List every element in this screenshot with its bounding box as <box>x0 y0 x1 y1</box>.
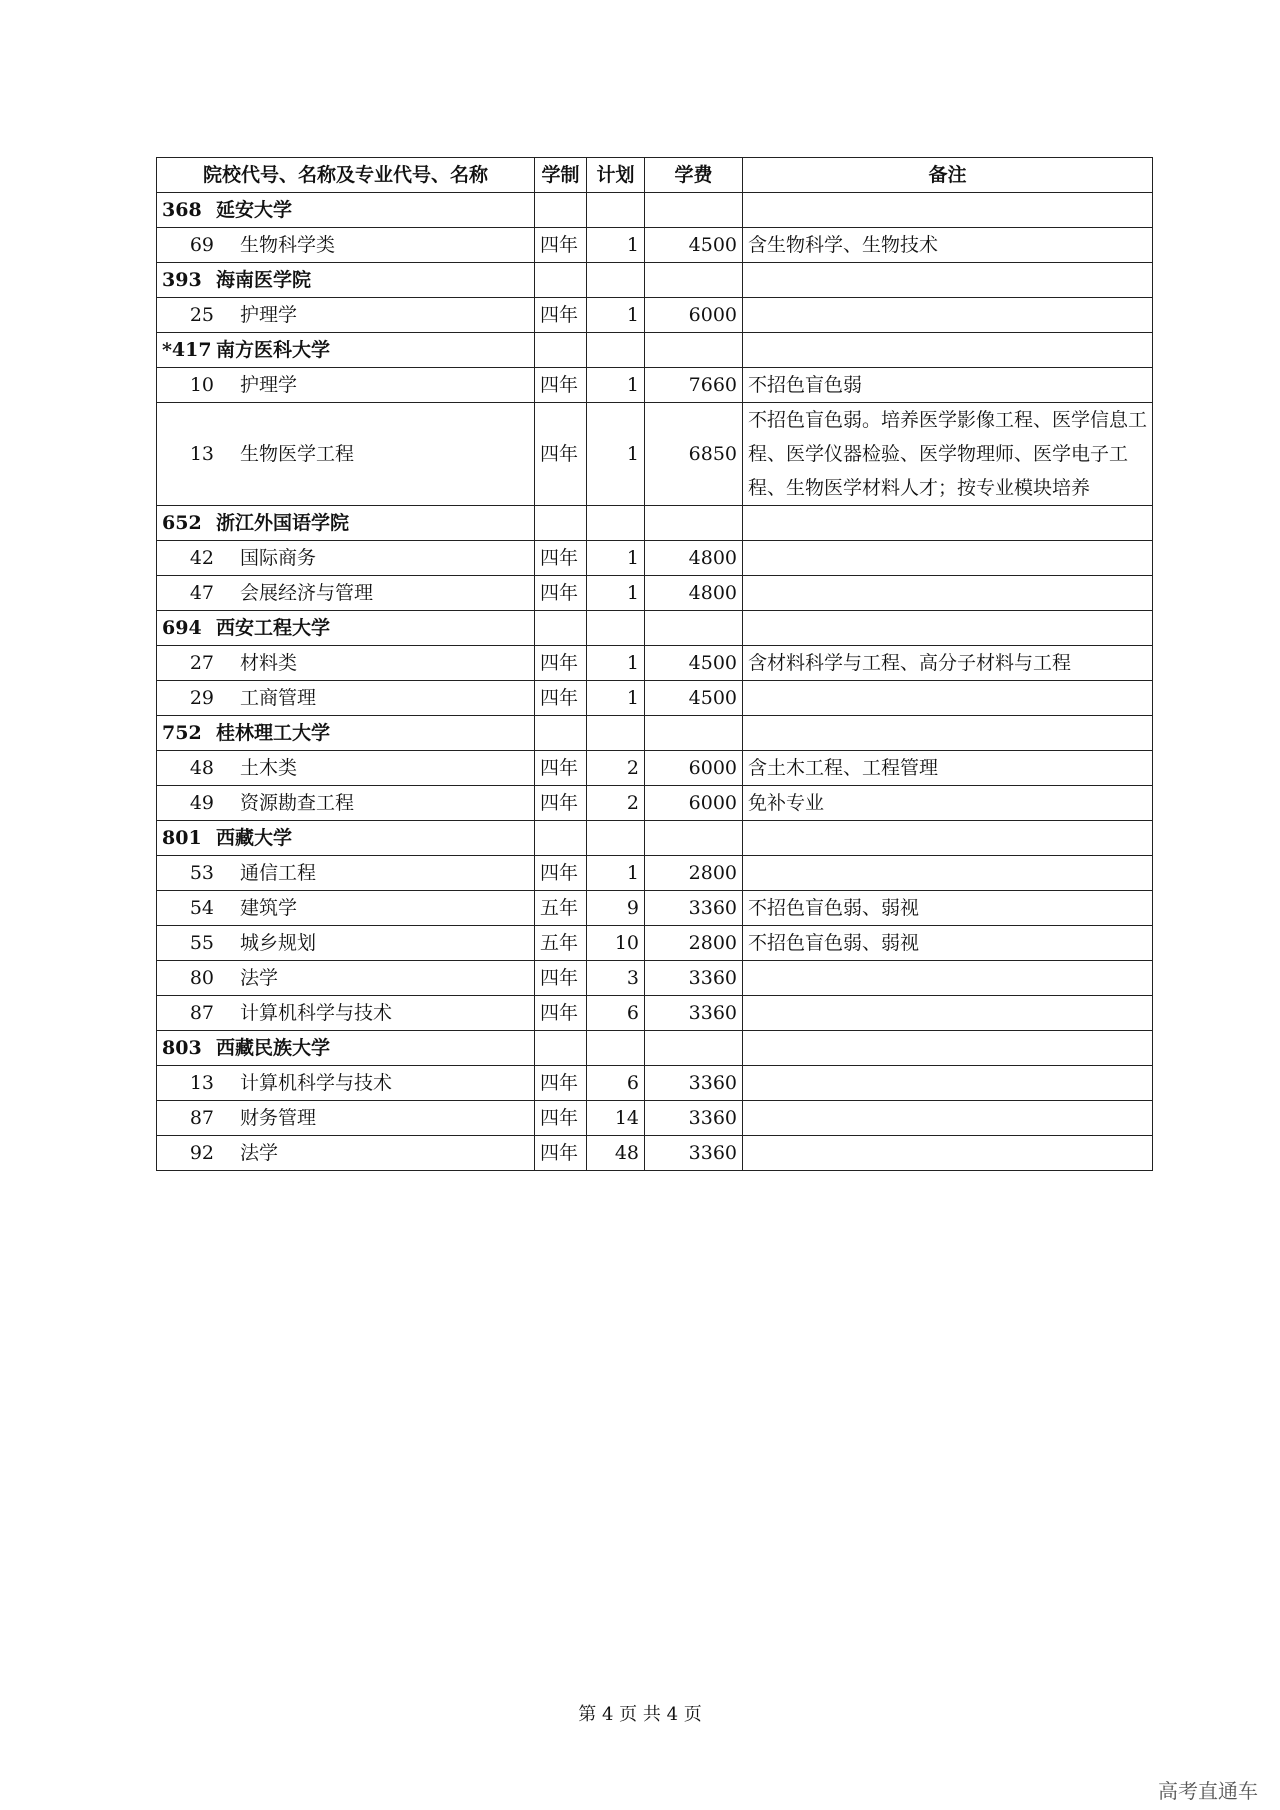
school-cell <box>157 1031 535 1066</box>
empty-cell <box>535 611 587 646</box>
duration-cell: 四年 <box>535 368 587 403</box>
major-code: 87 <box>189 1107 214 1129</box>
header-fee: 学费 <box>645 158 743 193</box>
school-code: 393 <box>162 269 202 291</box>
fee-cell: 3360 <box>645 1136 743 1171</box>
fee-cell: 4500 <box>645 646 743 681</box>
plan-cell: 10 <box>587 926 645 961</box>
plan-cell: 48 <box>587 1136 645 1171</box>
school-name: 浙江外国语学院 <box>216 512 350 534</box>
major-code: 27 <box>189 652 214 674</box>
admission-plan-table <box>156 157 1153 1171</box>
major-name: 城乡规划 <box>240 932 317 954</box>
school-cell <box>157 821 535 856</box>
school-name: 西藏大学 <box>216 827 293 849</box>
major-cell <box>157 1136 535 1171</box>
major-name: 会展经济与管理 <box>240 582 374 604</box>
major-name: 财务管理 <box>240 1107 317 1129</box>
empty-cell <box>535 333 587 368</box>
major-code: 55 <box>189 932 214 954</box>
major-name: 材料类 <box>240 652 298 674</box>
fee-cell: 3360 <box>645 996 743 1031</box>
school-name: 西藏民族大学 <box>216 1037 331 1059</box>
duration-cell: 四年 <box>535 996 587 1031</box>
note-cell <box>743 541 1153 576</box>
duration-cell: 四年 <box>535 228 587 263</box>
header-note: 备注 <box>743 158 1153 193</box>
duration-cell: 四年 <box>535 541 587 576</box>
duration-cell: 四年 <box>535 403 587 506</box>
major-code: 87 <box>189 1002 214 1024</box>
plan-cell: 14 <box>587 1101 645 1136</box>
major-name: 计算机科学与技术 <box>240 1002 393 1024</box>
duration-cell: 四年 <box>535 751 587 786</box>
note-cell <box>743 1101 1153 1136</box>
major-row <box>157 1136 1153 1171</box>
fee-cell: 7660 <box>645 368 743 403</box>
empty-cell <box>587 263 645 298</box>
empty-cell <box>587 333 645 368</box>
empty-cell <box>743 821 1153 856</box>
empty-cell <box>535 193 587 228</box>
major-cell <box>157 681 535 716</box>
major-cell <box>157 926 535 961</box>
major-code: 69 <box>189 234 214 256</box>
major-code: 10 <box>189 374 214 396</box>
plan-cell: 2 <box>587 751 645 786</box>
major-name: 护理学 <box>240 304 298 326</box>
table-body <box>157 193 1153 1171</box>
major-code: 54 <box>189 897 214 919</box>
plan-cell: 6 <box>587 996 645 1031</box>
school-code: 694 <box>162 617 202 639</box>
school-code: *417 <box>162 339 212 361</box>
major-name: 法学 <box>240 967 279 989</box>
major-cell <box>157 298 535 333</box>
note-cell: 不招色盲色弱。培养医学影像工程、医学信息工程、医学仪器检验、医学物理师、医学电子工程、生物医学材料人才；按专业模块培养 <box>743 403 1153 506</box>
major-name: 国际商务 <box>240 547 317 569</box>
empty-cell <box>743 193 1153 228</box>
note-cell: 含生物科学、生物技术 <box>743 228 1153 263</box>
school-row <box>157 611 1153 646</box>
major-cell <box>157 1066 535 1101</box>
empty-cell <box>587 821 645 856</box>
major-name: 土木类 <box>240 757 298 779</box>
school-code: 801 <box>162 827 202 849</box>
major-cell <box>157 996 535 1031</box>
major-name: 生物医学工程 <box>240 443 355 465</box>
major-code: 80 <box>189 967 214 989</box>
major-cell <box>157 1101 535 1136</box>
empty-cell <box>535 506 587 541</box>
note-cell <box>743 576 1153 611</box>
fee-cell: 3360 <box>645 961 743 996</box>
major-cell <box>157 228 535 263</box>
plan-cell: 1 <box>587 576 645 611</box>
school-row <box>157 263 1153 298</box>
empty-cell <box>535 716 587 751</box>
school-row <box>157 506 1153 541</box>
plan-cell: 1 <box>587 541 645 576</box>
major-name: 护理学 <box>240 374 298 396</box>
major-code: 48 <box>189 757 214 779</box>
major-row <box>157 856 1153 891</box>
empty-cell <box>645 716 743 751</box>
major-code: 49 <box>189 792 214 814</box>
duration-cell: 四年 <box>535 646 587 681</box>
school-cell <box>157 193 535 228</box>
empty-cell <box>587 611 645 646</box>
fee-cell: 4800 <box>645 576 743 611</box>
major-row <box>157 646 1153 681</box>
school-cell <box>157 333 535 368</box>
note-cell: 免补专业 <box>743 786 1153 821</box>
major-row <box>157 298 1153 333</box>
school-name: 西安工程大学 <box>216 617 331 639</box>
plan-cell: 1 <box>587 681 645 716</box>
empty-cell <box>743 716 1153 751</box>
major-code: 25 <box>189 304 214 326</box>
plan-cell: 9 <box>587 891 645 926</box>
major-row <box>157 786 1153 821</box>
duration-cell: 四年 <box>535 298 587 333</box>
fee-cell: 2800 <box>645 926 743 961</box>
major-row <box>157 681 1153 716</box>
school-cell <box>157 506 535 541</box>
major-row <box>157 541 1153 576</box>
school-name: 桂林理工大学 <box>216 722 331 744</box>
fee-cell: 4500 <box>645 681 743 716</box>
duration-cell: 四年 <box>535 576 587 611</box>
note-cell <box>743 856 1153 891</box>
major-name: 建筑学 <box>240 897 298 919</box>
table-header-row <box>157 158 1153 193</box>
major-row <box>157 368 1153 403</box>
duration-cell: 五年 <box>535 926 587 961</box>
note-cell <box>743 1136 1153 1171</box>
major-code: 29 <box>189 687 214 709</box>
school-code: 803 <box>162 1037 202 1059</box>
school-cell <box>157 716 535 751</box>
school-row <box>157 716 1153 751</box>
major-row <box>157 403 1153 506</box>
school-name: 海南医学院 <box>216 269 312 291</box>
plan-cell: 1 <box>587 856 645 891</box>
school-cell <box>157 611 535 646</box>
plan-cell: 3 <box>587 961 645 996</box>
plan-cell: 1 <box>587 646 645 681</box>
major-cell <box>157 856 535 891</box>
fee-cell: 3360 <box>645 891 743 926</box>
empty-cell <box>645 611 743 646</box>
page-number: 第 4 页 共 4 页 <box>578 1704 702 1725</box>
major-code: 92 <box>189 1142 214 1164</box>
duration-cell: 四年 <box>535 786 587 821</box>
fee-cell: 4800 <box>645 541 743 576</box>
major-cell <box>157 646 535 681</box>
note-cell <box>743 961 1153 996</box>
major-row <box>157 576 1153 611</box>
note-cell <box>743 1066 1153 1101</box>
note-cell <box>743 681 1153 716</box>
fee-cell: 4500 <box>645 228 743 263</box>
empty-cell <box>645 263 743 298</box>
major-row <box>157 996 1153 1031</box>
empty-cell <box>587 1031 645 1066</box>
major-cell <box>157 891 535 926</box>
major-code: 42 <box>189 547 214 569</box>
watermark: 高考直通车 <box>1158 1779 1258 1803</box>
note-cell: 含材料科学与工程、高分子材料与工程 <box>743 646 1153 681</box>
note-cell: 含土木工程、工程管理 <box>743 751 1153 786</box>
note-cell <box>743 996 1153 1031</box>
fee-cell: 6850 <box>645 403 743 506</box>
fee-cell: 3360 <box>645 1066 743 1101</box>
school-row <box>157 1031 1153 1066</box>
note-cell: 不招色盲色弱、弱视 <box>743 891 1153 926</box>
major-code: 13 <box>189 443 214 465</box>
duration-cell: 四年 <box>535 1136 587 1171</box>
empty-cell <box>743 506 1153 541</box>
empty-cell <box>645 821 743 856</box>
note-cell: 不招色盲色弱、弱视 <box>743 926 1153 961</box>
duration-cell: 四年 <box>535 961 587 996</box>
major-cell <box>157 961 535 996</box>
school-row <box>157 193 1153 228</box>
header-plan: 计划 <box>587 158 645 193</box>
major-name: 通信工程 <box>240 862 317 884</box>
duration-cell: 四年 <box>535 1101 587 1136</box>
plan-cell: 1 <box>587 298 645 333</box>
plan-cell: 1 <box>587 368 645 403</box>
major-cell <box>157 576 535 611</box>
major-row <box>157 751 1153 786</box>
plan-cell: 2 <box>587 786 645 821</box>
fee-cell: 3360 <box>645 1101 743 1136</box>
major-cell <box>157 541 535 576</box>
major-code: 53 <box>189 862 214 884</box>
note-cell <box>743 298 1153 333</box>
empty-cell <box>587 193 645 228</box>
fee-cell: 2800 <box>645 856 743 891</box>
empty-cell <box>743 333 1153 368</box>
empty-cell <box>535 1031 587 1066</box>
major-row <box>157 1101 1153 1136</box>
school-name: 南方医科大学 <box>216 339 331 361</box>
note-cell: 不招色盲色弱 <box>743 368 1153 403</box>
major-code: 13 <box>189 1072 214 1094</box>
empty-cell <box>743 1031 1153 1066</box>
empty-cell <box>535 263 587 298</box>
empty-cell <box>645 506 743 541</box>
empty-cell <box>645 1031 743 1066</box>
major-row <box>157 891 1153 926</box>
major-name: 工商管理 <box>240 687 317 709</box>
school-name: 延安大学 <box>216 199 293 221</box>
major-row <box>157 926 1153 961</box>
major-row <box>157 961 1153 996</box>
major-name: 生物科学类 <box>240 234 336 256</box>
duration-cell: 五年 <box>535 891 587 926</box>
empty-cell <box>645 193 743 228</box>
duration-cell: 四年 <box>535 681 587 716</box>
school-code: 368 <box>162 199 202 221</box>
major-name: 资源勘查工程 <box>240 792 355 814</box>
fee-cell: 6000 <box>645 298 743 333</box>
header-school-major: 院校代号、名称及专业代号、名称 <box>157 158 535 193</box>
header-duration: 学制 <box>535 158 587 193</box>
empty-cell <box>587 716 645 751</box>
duration-cell: 四年 <box>535 856 587 891</box>
empty-cell <box>535 821 587 856</box>
duration-cell: 四年 <box>535 1066 587 1101</box>
empty-cell <box>587 506 645 541</box>
empty-cell <box>645 333 743 368</box>
major-cell <box>157 751 535 786</box>
fee-cell: 6000 <box>645 751 743 786</box>
major-row <box>157 228 1153 263</box>
school-code: 652 <box>162 512 202 534</box>
empty-cell <box>743 611 1153 646</box>
fee-cell: 6000 <box>645 786 743 821</box>
major-row <box>157 1066 1153 1101</box>
plan-cell: 1 <box>587 403 645 506</box>
empty-cell <box>743 263 1153 298</box>
school-cell <box>157 263 535 298</box>
major-name: 计算机科学与技术 <box>240 1072 393 1094</box>
major-cell <box>157 786 535 821</box>
major-name: 法学 <box>240 1142 279 1164</box>
plan-cell: 1 <box>587 228 645 263</box>
major-cell <box>157 403 535 506</box>
school-row <box>157 821 1153 856</box>
major-cell <box>157 368 535 403</box>
plan-cell: 6 <box>587 1066 645 1101</box>
school-row <box>157 333 1153 368</box>
school-code: 752 <box>162 722 202 744</box>
major-code: 47 <box>189 582 214 604</box>
